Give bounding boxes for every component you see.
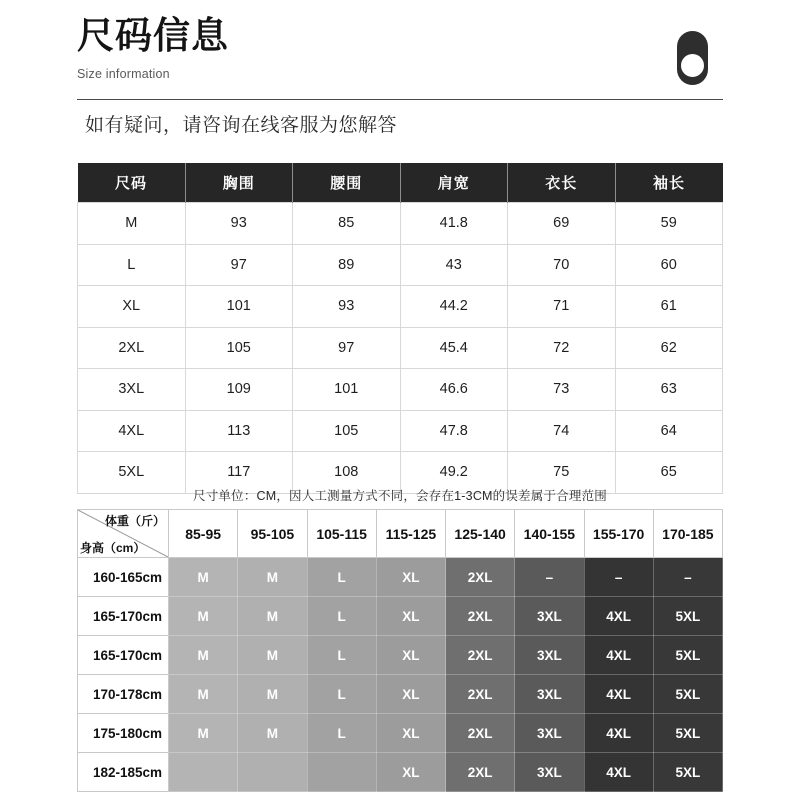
measurement-note: 尺寸单位：CM，因人工测量方式不同，会存在1-3CM的误差属于合理范围 xyxy=(193,489,607,503)
cell-sleeve: 65 xyxy=(615,452,723,494)
recommended-size-cell: M xyxy=(238,714,307,753)
recommended-size-cell: XL xyxy=(376,636,445,675)
cell-size: 2XL xyxy=(78,327,186,369)
recommended-size-cell: XL xyxy=(376,714,445,753)
cell-sleeve: 62 xyxy=(615,327,723,369)
weight-col-header: 170-185 xyxy=(653,510,722,558)
weight-axis-label: 体重（斤） xyxy=(104,514,165,528)
height-range-label: 165-170cm xyxy=(78,636,169,675)
col-header-size: 尺码 xyxy=(78,163,186,203)
cell-bust: 93 xyxy=(185,203,293,245)
recommended-size-cell: 4XL xyxy=(584,675,653,714)
recommended-size-cell: 3XL xyxy=(515,753,584,792)
recommended-size-cell: 2XL xyxy=(446,597,515,636)
cell-waist: 105 xyxy=(293,410,401,452)
page-header xyxy=(77,14,723,100)
weight-col-header: 95-105 xyxy=(238,510,307,558)
cell-waist: 97 xyxy=(293,327,401,369)
weight-col-header: 155-170 xyxy=(584,510,653,558)
table-row xyxy=(78,327,723,369)
cell-waist: 85 xyxy=(293,203,401,245)
cell-sleeve: 63 xyxy=(615,369,723,411)
recommended-size-cell: 2XL xyxy=(446,636,515,675)
recommended-size-cell xyxy=(238,753,307,792)
cell-bust: 113 xyxy=(185,410,293,452)
circle-shape xyxy=(680,53,705,78)
recommended-size-cell: M xyxy=(169,714,238,753)
recommended-size-cell xyxy=(169,753,238,792)
recommended-size-cell: M xyxy=(169,636,238,675)
weight-col-header: 125-140 xyxy=(446,510,515,558)
cell-sleeve: 59 xyxy=(615,203,723,245)
recommended-size-cell: 5XL xyxy=(653,753,722,792)
cell-bust: 117 xyxy=(185,452,293,494)
cell-size: 4XL xyxy=(78,410,186,452)
recommended-size-cell: M xyxy=(238,675,307,714)
recommended-size-cell: 5XL xyxy=(653,597,722,636)
height-axis-label: 身高（cm） xyxy=(80,541,146,555)
height-range-label: 170-178cm xyxy=(78,675,169,714)
height-range-label: 175-180cm xyxy=(78,714,169,753)
recommended-size-cell: M xyxy=(169,675,238,714)
recommended-size-cell: – xyxy=(584,558,653,597)
cell-bust: 109 xyxy=(185,369,293,411)
cell-length: 71 xyxy=(508,286,616,328)
col-header-length: 衣长 xyxy=(508,163,616,203)
recommended-size-cell: – xyxy=(515,558,584,597)
cell-sleeve: 61 xyxy=(615,286,723,328)
recommended-size-cell: L xyxy=(307,675,376,714)
cell-length: 75 xyxy=(508,452,616,494)
cell-bust: 97 xyxy=(185,244,293,286)
cell-length: 72 xyxy=(508,327,616,369)
page-subtitle: Size information xyxy=(77,67,170,81)
recommended-size-cell: – xyxy=(653,558,722,597)
cell-length: 70 xyxy=(508,244,616,286)
weight-col-header: 85-95 xyxy=(169,510,238,558)
recommended-size-cell: 4XL xyxy=(584,753,653,792)
cell-shoulder: 45.4 xyxy=(400,327,508,369)
recommend-row xyxy=(78,558,723,597)
recommend-row xyxy=(78,753,723,792)
cell-waist: 89 xyxy=(293,244,401,286)
cell-shoulder: 44.2 xyxy=(400,286,508,328)
table-header-row xyxy=(78,163,723,203)
weight-col-header: 140-155 xyxy=(515,510,584,558)
cell-shoulder: 43 xyxy=(400,244,508,286)
recommended-size-cell: 4XL xyxy=(584,714,653,753)
cell-bust: 101 xyxy=(185,286,293,328)
customer-service-note: 如有疑问，请咨询在线客服为您解答 xyxy=(85,115,398,136)
recommend-row xyxy=(78,675,723,714)
height-range-label: 182-185cm xyxy=(78,753,169,792)
header-divider xyxy=(77,99,723,100)
cell-size: 5XL xyxy=(78,452,186,494)
col-header-waist: 腰围 xyxy=(293,163,401,203)
cell-shoulder: 41.8 xyxy=(400,203,508,245)
recommended-size-cell: 2XL xyxy=(446,753,515,792)
weight-col-header: 105-115 xyxy=(307,510,376,558)
recommended-size-cell: 2XL xyxy=(446,558,515,597)
recommended-size-cell: 4XL xyxy=(584,636,653,675)
recommended-size-cell: M xyxy=(238,597,307,636)
recommended-size-cell: XL xyxy=(376,753,445,792)
recommended-size-cell: M xyxy=(169,597,238,636)
cell-sleeve: 64 xyxy=(615,410,723,452)
recommended-size-cell: 3XL xyxy=(515,714,584,753)
recommended-size-cell: 5XL xyxy=(653,636,722,675)
col-header-bust: 胸围 xyxy=(185,163,293,203)
recommended-size-cell: M xyxy=(238,558,307,597)
weight-col-header: 115-125 xyxy=(376,510,445,558)
cell-size: L xyxy=(78,244,186,286)
recommended-size-cell: 2XL xyxy=(446,714,515,753)
table-row xyxy=(78,203,723,245)
recommend-row xyxy=(78,714,723,753)
recommended-size-cell: XL xyxy=(376,558,445,597)
recommended-size-cell: 2XL xyxy=(446,675,515,714)
table-row xyxy=(78,369,723,411)
table-row xyxy=(78,410,723,452)
recommended-size-cell: M xyxy=(169,558,238,597)
size-recommendation-table xyxy=(77,509,723,792)
recommend-row xyxy=(78,636,723,675)
table-row xyxy=(78,244,723,286)
recommended-size-cell: 3XL xyxy=(515,636,584,675)
recommended-size-cell: L xyxy=(307,636,376,675)
cell-waist: 101 xyxy=(293,369,401,411)
cell-waist: 108 xyxy=(293,452,401,494)
recommended-size-cell: M xyxy=(238,636,307,675)
cell-shoulder: 49.2 xyxy=(400,452,508,494)
size-measurement-table xyxy=(77,163,723,494)
height-range-label: 165-170cm xyxy=(78,597,169,636)
recommended-size-cell: 4XL xyxy=(584,597,653,636)
corner-axis-header xyxy=(78,510,169,558)
recommend-header-row xyxy=(78,510,723,558)
recommended-size-cell: 5XL xyxy=(653,714,722,753)
cell-waist: 93 xyxy=(293,286,401,328)
recommend-row xyxy=(78,597,723,636)
recommended-size-cell: 3XL xyxy=(515,675,584,714)
cell-length: 69 xyxy=(508,203,616,245)
recommended-size-cell: 3XL xyxy=(515,597,584,636)
table-row xyxy=(78,286,723,328)
recommended-size-cell: L xyxy=(307,597,376,636)
recommended-size-cell: L xyxy=(307,558,376,597)
cell-length: 74 xyxy=(508,410,616,452)
cell-size: 3XL xyxy=(78,369,186,411)
cell-shoulder: 46.6 xyxy=(400,369,508,411)
recommended-size-cell: XL xyxy=(376,597,445,636)
height-range-label: 160-165cm xyxy=(78,558,169,597)
cell-size: XL xyxy=(78,286,186,328)
cell-bust: 105 xyxy=(185,327,293,369)
recommended-size-cell: XL xyxy=(376,675,445,714)
page-title: 尺码信息 xyxy=(77,15,229,56)
cell-length: 73 xyxy=(508,369,616,411)
cell-shoulder: 47.8 xyxy=(400,410,508,452)
col-header-sleeve: 袖长 xyxy=(615,163,723,203)
pill-ornament-icon xyxy=(677,31,708,85)
recommended-size-cell: L xyxy=(307,714,376,753)
col-header-shoulder: 肩宽 xyxy=(400,163,508,203)
recommended-size-cell: 5XL xyxy=(653,675,722,714)
cell-sleeve: 60 xyxy=(615,244,723,286)
recommended-size-cell xyxy=(307,753,376,792)
cell-size: M xyxy=(78,203,186,245)
